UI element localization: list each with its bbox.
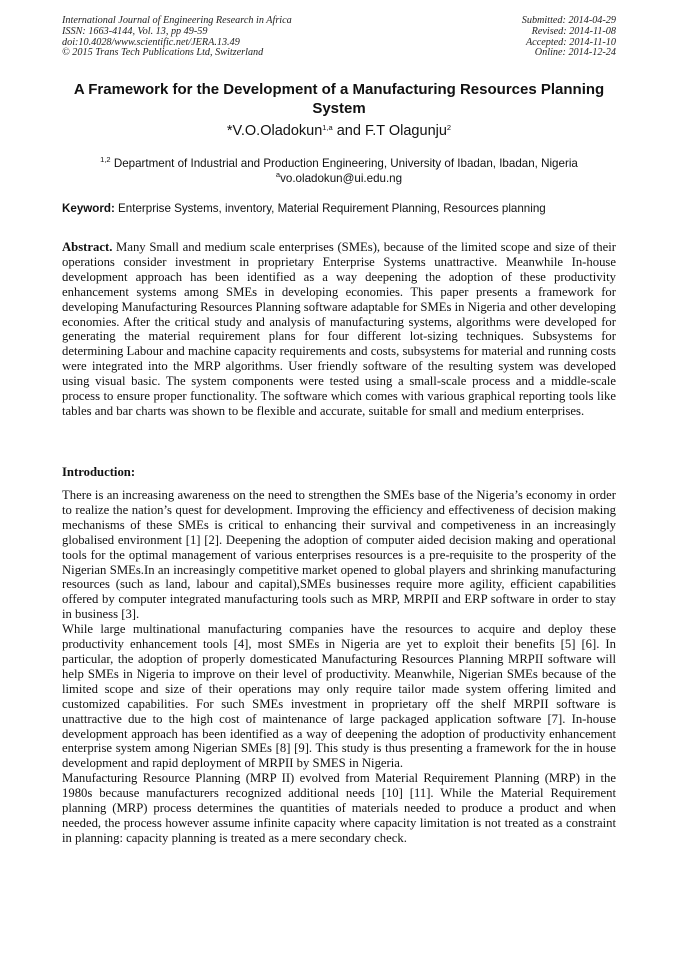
date-online: Online: 2014-12-24 [534, 47, 616, 59]
submission-dates [522, 16, 616, 59]
affiliation-sup: 1,2 [100, 155, 111, 164]
date-submitted: Submitted: 2014-04-29 [521, 15, 616, 26]
paper-title: A Framework for the Development of a Manufacturing Resources Planning System [73, 81, 605, 117]
email-sup: a [275, 170, 281, 179]
affiliation-text: Department of Industrial and Production Engineering, University of Ibadan, Ibadan, Nigeria [110, 157, 578, 170]
author-1-sup: 1,a [322, 123, 333, 132]
author-line [62, 122, 616, 140]
keywords-text: Enterprise Systems, inventory, Material Requirement Planning, Resources planning [114, 202, 546, 215]
author-1-name: *V.O.Oladokun [226, 123, 323, 139]
author-2-name: F.T Olagunju [364, 123, 447, 139]
date-accepted: Accepted: 2014-11-10 [525, 36, 616, 48]
journal-copyright: © 2015 Trans Tech Publications Ltd, Switzerland [62, 47, 264, 59]
intro-paragraph-3: Manufacturing Resource Planning (MRP II) evolved from Material Requirement Planning (MRP) in the 1980s because manufacturers recognized additional needs [10] [11]. While the Material Requirement planning (MRP) process determines the quantities of materials needed to produce a product and when needed, the process however assume infinite capacity where capacity limitation is not treated as a constraint in planning: capacity planning is treated as a mere secondary check. [62, 771, 616, 845]
author-email[interactable]: vo.oladokun@ui.edu.ng [280, 172, 403, 185]
journal-info [62, 16, 292, 59]
journal-name: International Journal of Engineering Research in Africa [62, 15, 292, 26]
intro-paragraph-2: While large multinational manufacturing companies have the resources to acquire and deploy these productivity enhancement tools [4], most SMEs in Nigeria are yet to exploit their benefits [5] [6]. In particular, the adoption of properly domesticated Manufacturing Resources Planning MRPII software will help SMEs in Nigeria to improve on their level of productivity. Meanwhile, Nigerian SMEs because of the limited scope and size of their operations may only require tailor made system offering limited and customized capabilities. For such SMEs investment in proprietary off the shelf MRPII software is unattractive due to the high cost of maintenance of large packaged application software [7]. In-house development approach has been identified as a way of deepening the adoption of productivity enhancement enterprise system among Nigerian SMEs [8] [9]. This study is thus presenting a framework for the in house development and rapid deployment of MRPII by SMES in Nigeria. [62, 622, 616, 771]
author-connector: and [332, 123, 365, 139]
introduction-body [62, 488, 616, 846]
keywords [62, 201, 616, 216]
abstract [62, 240, 616, 419]
intro-paragraph-1: There is an increasing awareness on the need to strengthen the SMEs base of the Nigeria’s economy in order to realize the nation’s quest for development. Improving the efficiency and effectiveness of decision making mechanisms of these SMEs is critical to enhancing their survival and competiveness in an increasingly globalised environment [1] [2]. Deepening the adoption of computer aided decision making and operational tools for the optimal management of various enterprises resources is a pre-requisite to the prosperity of the Nigerian SMEs.In an increasingly competitive market opened to global players and shrinking manufacturing resources (such as land, labour and capital),SMEs businesses require more agility, efficient capabilities offered by computer integrated manufacturing tools such as MRP, MRPII and ERP software in order to stay in business [3]. [62, 488, 616, 622]
journal-doi: doi:10.4028/www.scientific.net/JERA.13.49 [62, 36, 240, 48]
keywords-label: Keyword: [62, 202, 115, 215]
introduction-heading: Introduction: [62, 465, 136, 479]
abstract-text: Many Small and medium scale enterprises (SMEs), because of the limited scope and size of their operations consider investment in proprietary Enterprise Systems unattractive. Meanwhile In-house development approach has been identified as a way deepening the adoption of these productivity enhancement systems among SMEs in developing economies. This paper presents a framework for developing Manufacturing Resources Planning software adaptable for SMEs in Nigeria and other developing economies. After the critical study and analysis of manufacturing systems, algorithms were developed for generating the material requirement plans for four different lot-sizing techniques. Subsystems for determining Labour and machine capacity requirements and costs, subsystems for material and running costs were integrated into the MRP algorithms. User friendly software of the resulting system was developed using visual basic. The system components were tested using a small-scale process and a middle-scale process to ensure proper functionality. The software which comes with various graphical reporting tools like tables and bar charts was shown to be flexible and accurate, suitable for small and medium enterprises. [62, 240, 616, 418]
journal-issn: ISSN: 1663-4144, Vol. 13, pp 49-59 [62, 25, 208, 37]
affiliation [62, 156, 616, 186]
author-2-sup: 2 [446, 123, 452, 132]
abstract-label: Abstract. [62, 240, 113, 254]
date-revised: Revised: 2014-11-08 [531, 25, 616, 37]
